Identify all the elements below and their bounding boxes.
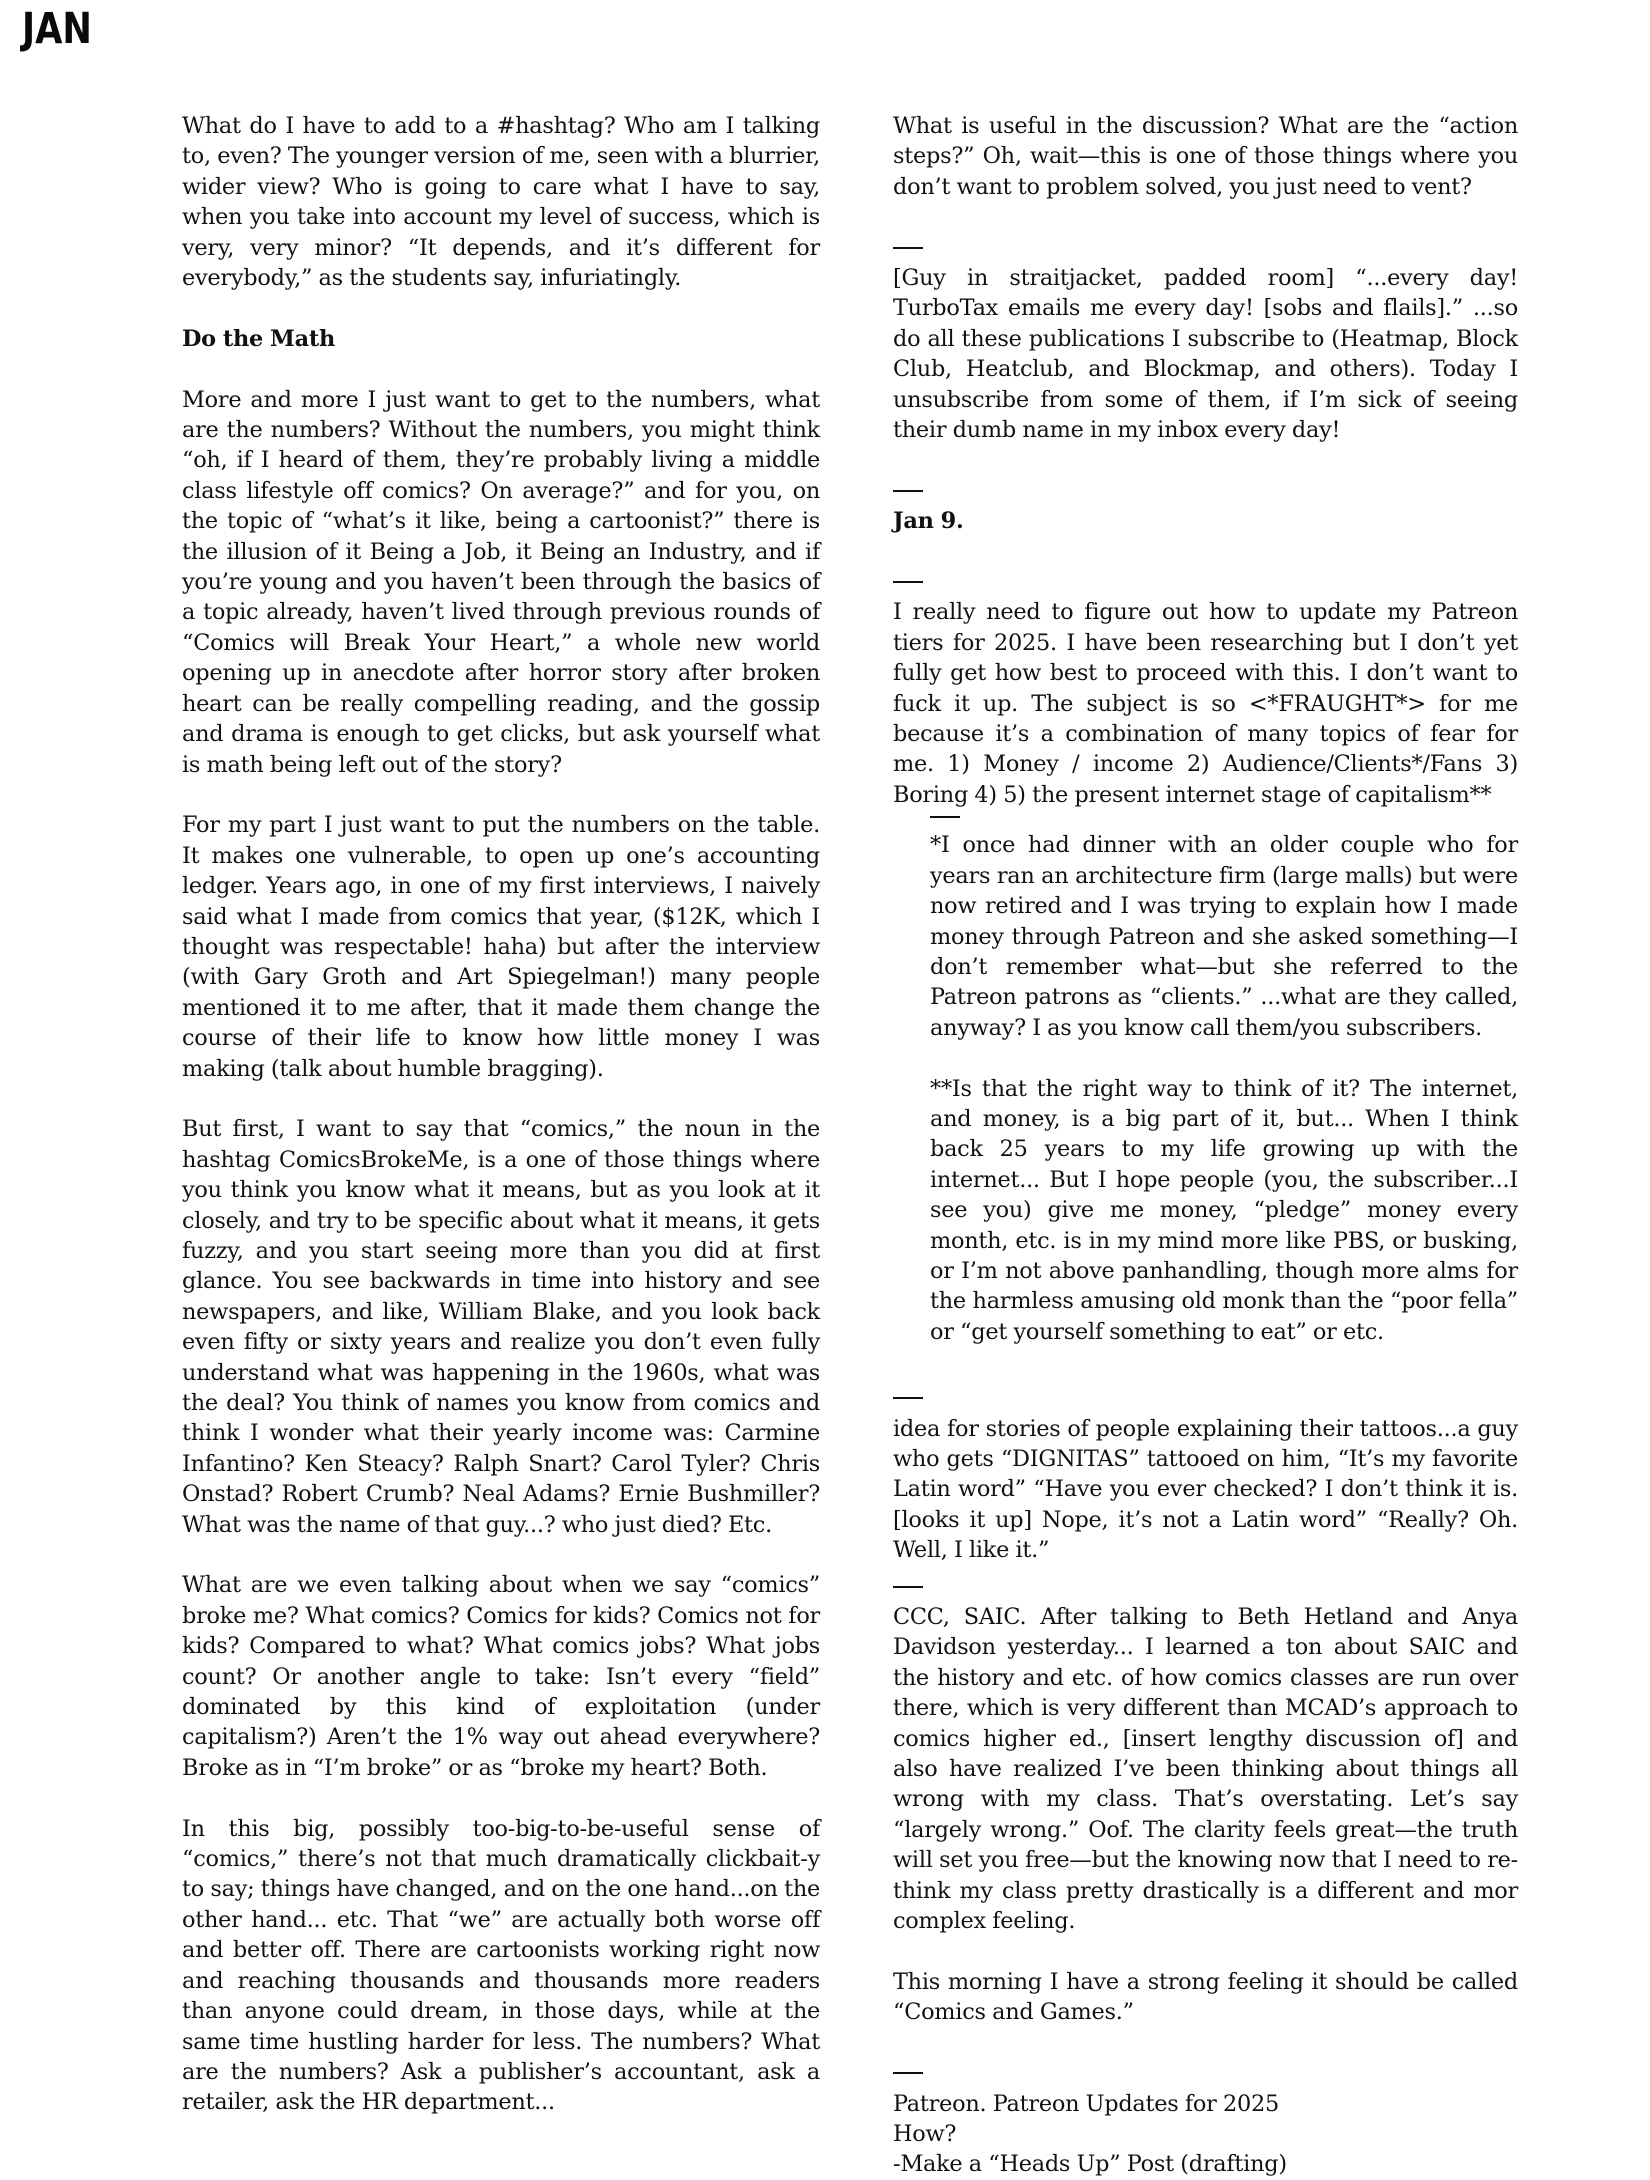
date-heading-jan-9: Jan 9.: [893, 508, 964, 535]
separator-rule: [893, 1572, 1518, 1602]
separator-rule: [893, 567, 1518, 597]
spacer: [893, 202, 1518, 232]
separator-rule: [893, 476, 1518, 506]
paragraph-accounting-ledger: For my part I just want to put the numbers on the table. It makes one vulnerable, to open up one’s accounting ledger. Years ago, in one of my first interviews, I naively said what I made from comics that year, ($12K, which I thought was respectable! haha) but after the interview (with Gary Groth and Art Spiegelman!) many people mentioned it to me after, that it made them change the course of their life to know how little money I was making (talk about humble bragging).: [182, 812, 820, 1082]
footnote-block: [930, 810, 1518, 1347]
paragraph-what-comics: What are we even talking about when we say “comics” broke me? What comics? Comics for kids? Comics not for kids? Compared to what? What comics jobs? What jobs count? Or another angle to take: Isn’t every “field” dominated by this kind of exploitation (under capitalism?) Aren’t the 1% way out ahead everywhere? Broke as in “I’m broke” or as “broke my heart? Both.: [182, 1572, 820, 1781]
paragraph-comics-noun: But first, I want to say that “comics,” the noun in the hashtag ComicsBrokeMe, is a one of those things where you think you know what it means, but as you look at it closely, and try to be specific about what it means, it gets fuzzy, and you start seeing more than you did at first glance. You see backwards in time into history and see newspapers, and like, William Blake, and you look back even fifty or sixty years and realize you don’t even fully understand what was happening in the 1960s, what was the deal? You think of names you know from comics and think I wonder what their yearly income was: Carmine Infantino? Ken Steacy? Ralph Snart? Carol Tyler? Chris Onstad? Robert Crumb? Neal Adams? Ernie Bushmiller? What was the name of that guy...? who just died? Etc.: [182, 1116, 820, 1538]
footnote-clients: *I once had dinner with an older couple who for years ran an architecture firm (large malls) but were now retired and I was trying to explain how I made money through Patreon and she asked something—I don’t remember what—but she referred to the Patreon patrons as “clients.” ...what are they called, anyway? I as you know call them/you subscribers.: [930, 832, 1518, 1041]
paragraph-comics-and-games: This morning I have a strong feeling it should be called “Comics and Games.”: [893, 1968, 1518, 2026]
separator-rule: [893, 2058, 1518, 2088]
separator-rule: [930, 810, 1518, 830]
page-header-month: JAN: [22, 4, 92, 54]
paragraph-ccc-saic: CCC, SAIC. After talking to Beth Hetland and Anya Davidson yesterday... I learned a ton about SAIC and the history and etc. of how comics classes are run over there, which is very different than MCAD’s approach to comics higher ed., [insert lengthy discussion of] and also have realized I’ve been thinking about things all wrong with my class. That’s overstating. Let’s say “largely wrong.” Oof. The clarity feels great—the truth will set you free—but the knowing now that I need to re-think my class pretty drastically is a different and mor complex feeling.: [893, 1604, 1518, 1935]
paragraph-patreon-tiers: I really need to figure out how to update my Patreon tiers for 2025. I have been researching but I don’t yet fully get how best to proceed with this. I don’t want to fuck it up. The subject is so <*FRAUGHT*> for me because it’s a combination of many topics of fear for me. 1) Money / income 2) Audience/Clients*/Fans 3) Boring 4) 5) the present internet stage of capitalism**: [893, 599, 1518, 808]
right-column: [893, 111, 1518, 2180]
paragraph-tattoo-idea: idea for stories of people explaining their tattoos...a guy who gets “DIGNITAS” tattooed on him, “It’s my favorite Latin word” “Have you ever checked? I don’t think it is. [looks it up] Nope, it’s not a Latin word” “Really? Oh. Well, I like it.”: [893, 1415, 1518, 1564]
section-heading-do-the-math: Do the Math: [182, 325, 335, 352]
paragraph-hashtag-intro: What do I have to add to a #hashtag? Who am I talking to, even? The younger version of me, seen with a blurrier, wider view? Who is going to care what I have to say, when you take into account my level of success, which is very, very minor? “It depends, and it’s different for everybody,” as the students say, infuriatingly.: [182, 113, 820, 292]
paragraph-big-sense: In this big, possibly too-big-to-be-useful sense of “comics,” there’s not that much dramatically clickbait-y to say; things have changed, and on the one hand...on the other hand... etc. That “we” are actually both worse off and better off. There are cartoonists working right now and reaching thousands and thousands more readers than anyone could dream, in those days, while at the same time hustling harder for less. The numbers? What are the numbers? Ask a publisher’s accountant, ask a retailer, ask the HR department...: [182, 1815, 820, 2116]
separator-rule: [893, 233, 1518, 263]
list-line-heads-up: -Make a “Heads Up” Post (drafting): [893, 2151, 1287, 2178]
left-column: [182, 111, 820, 2118]
list-title-patreon-updates: Patreon. Patreon Updates for 2025: [893, 2090, 1279, 2117]
paragraph-numbers: More and more I just want to get to the numbers, what are the numbers? Without the numbers, you might think “oh, if I heard of them, they’re probably living a middle class lifestyle off comics? On average?” and for you, on the topic of “what’s it like, being a cartoonist?” there is the illusion of it Being a Job, it Being an Industry, and if you’re young and you haven’t been through the basics of a topic already, haven’t lived through previous rounds of “Comics will Break Your Heart,” a whole new world opening up in anecdote after horror story after broken heart can be really compelling reading, and the gossip and drama is enough to get clicks, but ask yourself what is math being left out of the story?: [182, 386, 820, 778]
separator-rule: [893, 1383, 1518, 1413]
list-line-how: How?: [893, 2120, 957, 2147]
footnote-capitalism: **Is that the right way to think of it? The internet, and money, is a big part of it, but... When I think back 25 years to my life growing up with the internet... But I hope people (you, the subscriber...I see you) give me money, “pledge” money every month, etc. is in my mind more like PBS, or busking, or I’m not above panhandling, though more alms for the harmless amusing old monk than the “poor fella” or “get yourself something to eat” or etc.: [930, 1075, 1518, 1345]
paragraph-action-steps: What is useful in the discussion? What are the “action steps?” Oh, wait—this is one of those things where you don’t want to problem solved, you just need to vent?: [893, 113, 1518, 200]
paragraph-turbotax: [Guy in straitjacket, padded room] “...every day! TurboTax emails me every day! [sobs and flails].” ...so do all these publications I subscribe to (Heatmap, Block Club, Heatclub, and Blockmap, and others). Today I unsubscribe from some of them, if I’m sick of seeing their dumb name in my inbox every day!: [893, 265, 1518, 444]
